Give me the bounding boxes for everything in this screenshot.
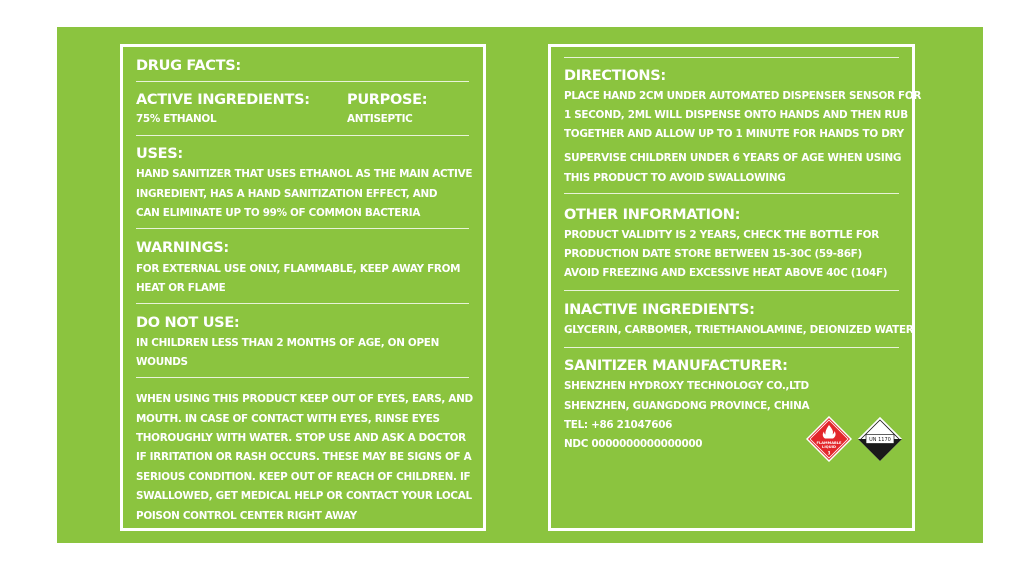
warnings-line: HEAT OR FLAME [136,282,226,294]
uses-line: HAND SANITIZER THAT USES ETHANOL AS THE MAIN ACTIVE [136,168,473,180]
other-information-line: PRODUCTION DATE STORE BETWEEN 15-30C (59-86F) [564,248,862,260]
drug-facts-heading: DRUG FACTS: [136,58,241,74]
manufacturer-name: SHENZHEN HYDROXY TECHNOLOGY CO.,LTD [564,380,809,392]
uses-heading: USES: [136,146,183,162]
manufacturer-heading: SANITIZER MANUFACTURER: [564,358,788,374]
do-not-use-line: IN CHILDREN LESS THAN 2 MONTHS OF AGE, ON OPEN [136,337,439,349]
do-not-use-heading: DO NOT USE: [136,315,240,331]
other-information-heading: OTHER INFORMATION: [564,207,741,223]
directions-heading: DIRECTIONS: [564,68,666,84]
manufacturer-address: SHENZHEN, GUANGDONG PROVINCE, CHINA [564,400,810,412]
hazard-class-number: 3 [827,450,831,456]
warnings-line: FOR EXTERNAL USE ONLY, FLAMMABLE, KEEP AWAY FROM [136,263,461,275]
divider [136,377,469,378]
flammable-label: FLAMMABLE [816,441,842,445]
divider [564,193,899,194]
directions-line: THIS PRODUCT TO AVOID SWALLOWING [564,172,786,184]
when-using-line: THOROUGHLY WITH WATER. STOP USE AND ASK A DOCTOR [136,432,466,444]
divider [136,303,469,304]
active-ingredients-heading: ACTIVE INGREDIENTS: [136,92,310,108]
directions-line: PLACE HAND 2CM UNDER AUTOMATED DISPENSER SENSOR FOR [564,90,922,102]
when-using-line: IF IRRITATION OR RASH OCCURS. THESE MAY BE SIGNS OF A [136,451,472,463]
divider [136,135,469,136]
liquid-label: LIQUID [822,445,836,449]
when-using-line: MOUTH. IN CASE OF CONTACT WITH EYES, RINSE EYES [136,413,440,425]
inactive-ingredients-heading: INACTIVE INGREDIENTS: [564,302,755,318]
purpose-value: ANTISEPTIC [347,113,413,125]
un-number-hazard-icon [857,416,903,462]
do-not-use-line: WOUNDS [136,356,188,368]
divider [136,81,469,82]
other-information-line: PRODUCT VALIDITY IS 2 YEARS, CHECK THE BOTTLE FOR [564,229,879,241]
directions-line: SUPERVISE CHILDREN UNDER 6 YEARS OF AGE WHEN USING [564,152,902,164]
other-information-line: AVOID FREEZING AND EXCESSIVE HEAT ABOVE 40C (104F) [564,267,888,279]
directions-line: TOGETHER AND ALLOW UP TO 1 MINUTE FOR HANDS TO DRY [564,128,904,140]
divider [564,290,899,291]
directions-line: 1 SECOND, 2ML WILL DISPENSE ONTO HANDS AND THEN RUB [564,109,908,121]
uses-line: INGREDIENT, HAS A HAND SANITIZATION EFFECT, AND [136,188,438,200]
divider [564,57,899,58]
ndc-number: NDC 0000000000000000 [564,438,703,450]
divider [136,228,469,229]
active-ingredients-value: 75% ETHANOL [136,113,217,125]
when-using-line: SWALLOWED, GET MEDICAL HELP OR CONTACT YOUR LOCAL [136,490,472,502]
when-using-line: POISON CONTROL CENTER RIGHT AWAY [136,510,357,522]
when-using-line: WHEN USING THIS PRODUCT KEEP OUT OF EYES, EARS, AND [136,393,473,405]
uses-line: CAN ELIMINATE UP TO 99% OF COMMON BACTERIA [136,207,421,219]
manufacturer-phone: TEL: +86 21047606 [564,419,673,431]
when-using-line: SERIOUS CONDITION. KEEP OUT OF REACH OF CHILDREN. IF [136,471,471,483]
un-number: UN 1170 [869,437,891,443]
purpose-heading: PURPOSE: [347,92,428,108]
inactive-ingredients-value: GLYCERIN, CARBOMER, TRIETHANOLAMINE, DEIONIZED WATER [564,324,914,336]
warnings-heading: WARNINGS: [136,240,229,256]
divider [564,347,899,348]
flammable-liquid-hazard-icon [806,416,852,462]
